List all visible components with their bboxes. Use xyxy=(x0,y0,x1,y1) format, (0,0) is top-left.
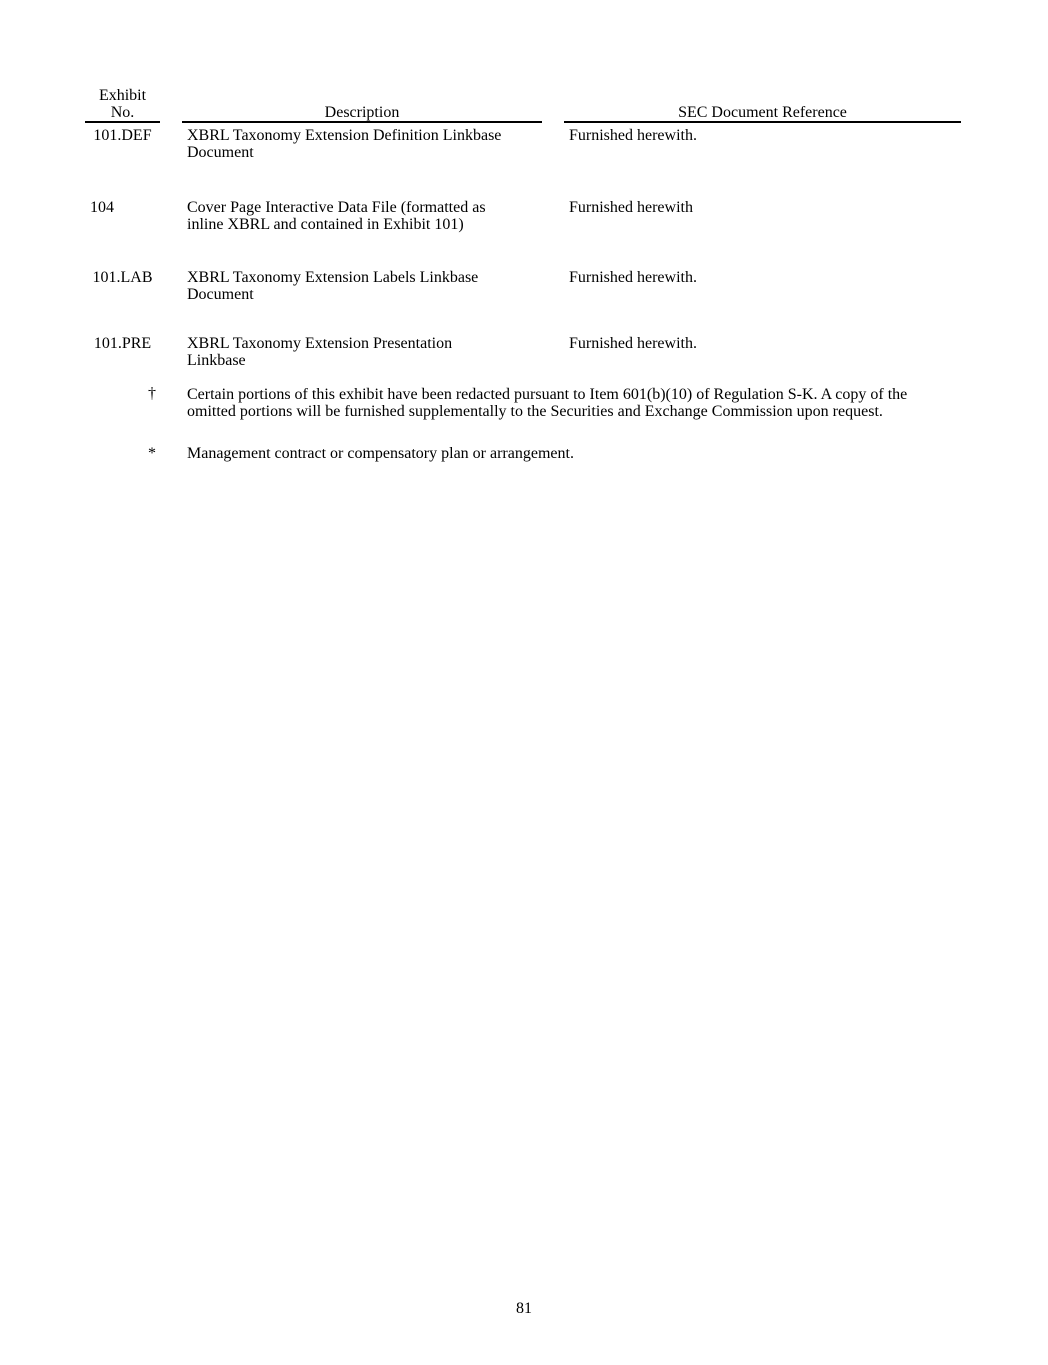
header-description-label: Description xyxy=(324,104,400,121)
table-row-description: XBRL Taxonomy Extension Definition Linkbase Document xyxy=(187,127,502,161)
table-row-exhibit-no: 101.PRE xyxy=(93,335,152,352)
table-row-sec-reference: Furnished herewith. xyxy=(569,269,697,286)
table-row-sec-reference: Furnished herewith. xyxy=(569,335,697,352)
table-row-exhibit-no: 101.LAB xyxy=(92,269,153,286)
footnote-dagger-text: Certain portions of this exhibit have been redacted pursuant to Item 601(b)(10) of Regulation S-K. A copy of the omitted portions will be furnished supplementally to the Securities and Exchange Commission upon request. xyxy=(187,386,908,420)
header-exhibit-no xyxy=(85,87,160,123)
footnote-asterisk-mark: * xyxy=(148,445,156,462)
table-row-description: Cover Page Interactive Data File (formatted as inline XBRL and contained in Exhibit 101) xyxy=(187,199,486,233)
header-description xyxy=(182,104,542,123)
table-row-description: XBRL Taxonomy Extension Labels Linkbase Document xyxy=(187,269,479,303)
table-row-exhibit-no: 104 xyxy=(90,199,114,216)
header-exhibit-no-line2: No. xyxy=(110,104,135,121)
table-row-sec-reference: Furnished herewith xyxy=(569,199,693,216)
footnote-asterisk-text: Management contract or compensatory plan or arrangement. xyxy=(187,445,574,462)
table-row-description: XBRL Taxonomy Extension Presentation Linkbase xyxy=(187,335,453,369)
table-row-exhibit-no: 101.DEF xyxy=(93,127,152,144)
table-row-sec-reference: Furnished herewith. xyxy=(569,127,697,144)
footnote-dagger-mark: † xyxy=(148,385,156,402)
header-sec-reference-label: SEC Document Reference xyxy=(678,104,847,121)
header-exhibit-no-line1: Exhibit xyxy=(98,87,147,104)
header-sec-reference xyxy=(564,104,961,123)
page-number: 81 xyxy=(516,1300,532,1317)
